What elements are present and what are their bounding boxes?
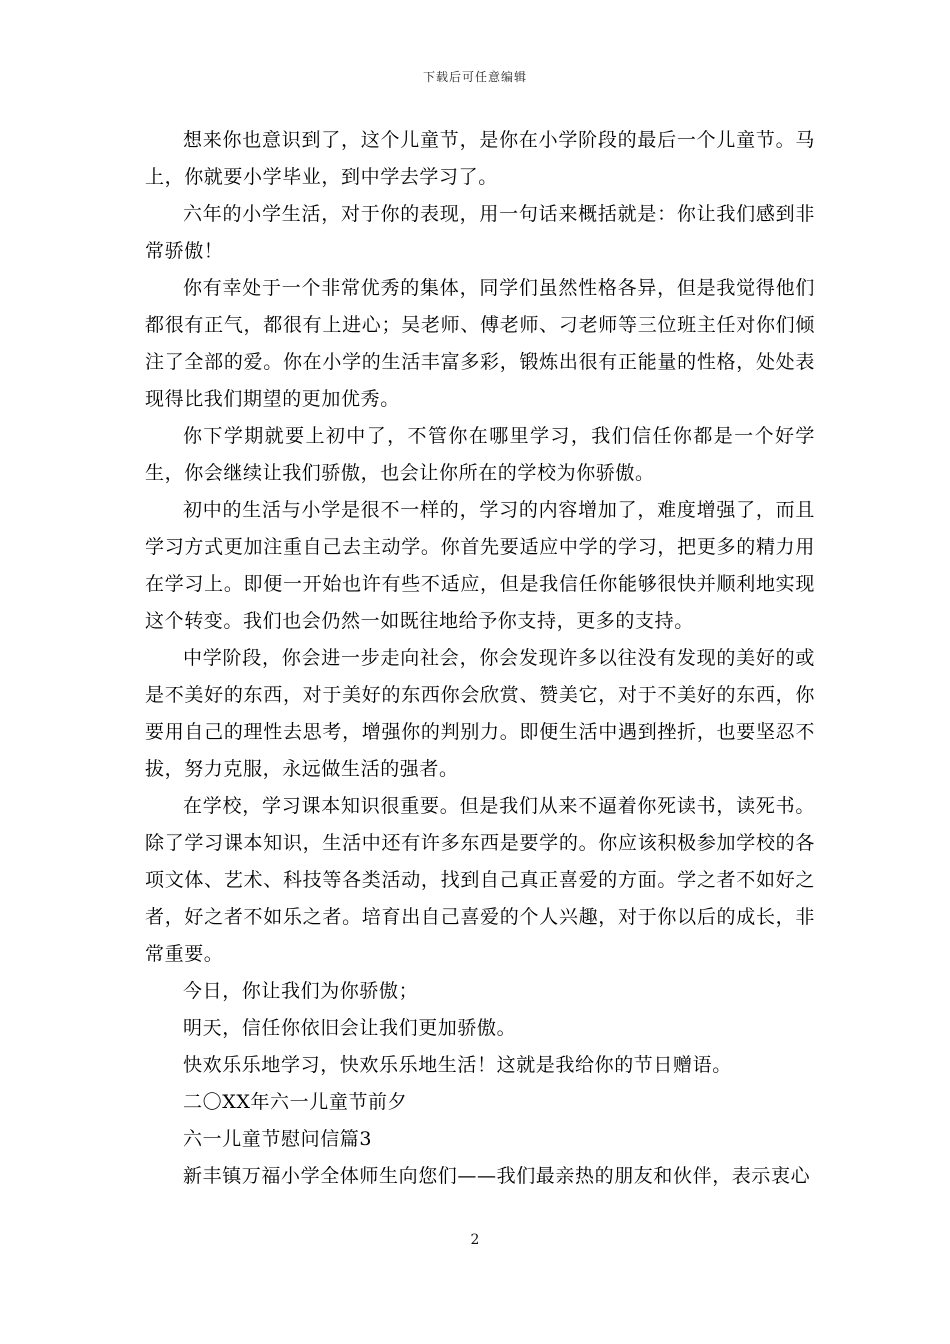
date-line: 二〇XX年六一儿童节前夕 — [183, 1091, 408, 1113]
section-title: 六一儿童节慰问信篇3 — [183, 1128, 373, 1150]
page-header: 下载后可任意编辑 — [422, 70, 527, 84]
paragraph: 快欢乐乐地学习，快欢乐乐地生活！这就是我给你的节日赠语。 — [183, 1054, 732, 1076]
paragraph: 六年的小学生活，对于你的表现，用一句话来概括就是：你让我们感到非常骄傲！ — [145, 203, 815, 262]
paragraph: 在学校，学习课本知识很重要。但是我们从来不逼着你死读书，读死书。除了学习课本知识，生活中还有许多东西是要学的。你应该积极参加学校的各项文体、艺术、科技等各类活动，找到自己真正喜爱的方面。学之者不如好之者，好之者不如乐之者。培育出自己喜爱的个人兴趣，对于你以后的成长，非常重要。 — [145, 795, 815, 965]
document-body — [145, 122, 815, 1195]
page-number: 2 — [470, 1232, 480, 1248]
paragraph: 你下学期就要上初中了，不管你在哪里学习，我们信任你都是一个好学生，你会继续让我们骄傲，也会让你所在的学校为你骄傲。 — [145, 425, 815, 484]
paragraph: 初中的生活与小学是很不一样的，学习的内容增加了，难度增强了，而且学习方式更加注重自己去主动学。你首先要适应中学的学习，把更多的精力用在学习上。即便一开始也许有些不适应，但是我信任你能够很快并顺利地实现这个转变。我们也会仍然一如既往地给予你支持，更多的支持。 — [145, 499, 815, 632]
paragraph: 想来你也意识到了，这个儿童节，是你在小学阶段的最后一个儿童节。马上，你就要小学毕业，到中学去学习了。 — [145, 129, 815, 188]
paragraph: 中学阶段，你会进一步走向社会，你会发现许多以往没有发现的美好的或是不美好的东西，对于美好的东西你会欣赏、赞美它，对于不美好的东西，你要用自己的理性去思考，增强你的判别力。即便生活中遇到挫折，也要坚忍不拔，努力克服，永远做生活的强者。 — [145, 647, 815, 780]
paragraph: 今日，你让我们为你骄傲； — [183, 980, 419, 1002]
paragraph: 明天，信任你依旧会让我们更加骄傲。 — [183, 1017, 517, 1039]
paragraph: 你有幸处于一个非常优秀的集体，同学们虽然性格各异，但是我觉得他们都很有正气，都很有上进心；吴老师、傅老师、刁老师等三位班主任对你们倾注了全部的爱。你在小学的生活丰富多彩，锻炼出很有正能量的性格，处处表现得比我们期望的更加优秀。 — [145, 277, 815, 410]
paragraph: 新丰镇万福小学全体师生向您们——我们最亲热的朋友和伙伴，表示衷心 — [183, 1165, 811, 1187]
